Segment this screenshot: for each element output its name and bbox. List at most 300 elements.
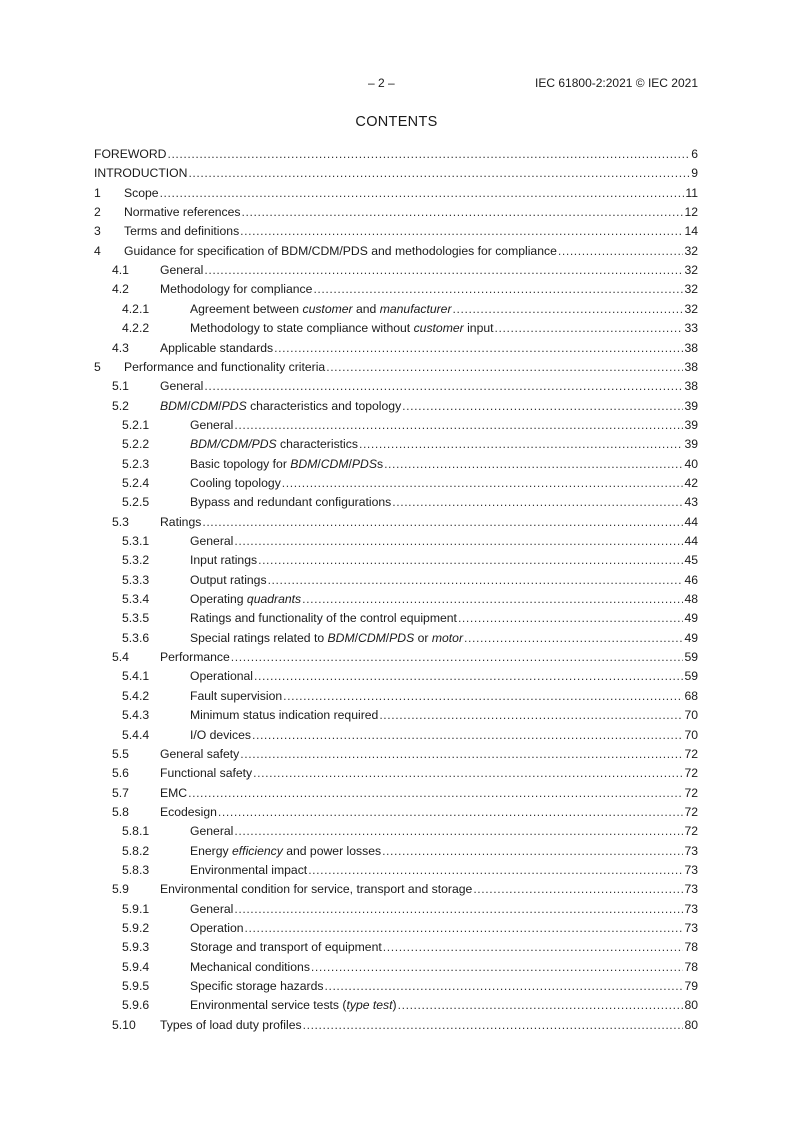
toc-entry-number: 4.2.1 [122,301,150,316]
page-header [0,76,793,92]
toc-entry[interactable] [94,398,698,415]
toc-entry-title [190,610,457,627]
toc-entry-title-part: s [376,456,384,471]
toc-entry[interactable] [94,610,698,627]
toc-entry[interactable] [94,727,698,744]
toc-entry[interactable] [94,707,698,724]
toc-entry-title-part: Performance and functionality criteria [124,359,326,374]
toc-entry-title-part: Fault supervision [190,688,283,703]
toc-entry-title [124,243,557,260]
toc-entry-number: 3 [94,224,101,239]
toc-entry[interactable] [94,320,698,337]
toc-leader-dots [160,185,685,202]
toc-leader-dots [302,591,683,608]
toc-entry[interactable] [94,804,698,821]
toc-entry-page: 33 [684,321,698,336]
toc-entry-title [190,494,391,511]
toc-entry-number: 5.3.5 [122,611,150,626]
toc-entry-page: 11 [685,185,698,200]
toc-entry-title-part: characteristics [276,437,358,452]
toc-leader-dots [188,785,683,802]
toc-entry-page: 70 [684,708,698,723]
toc-leader-dots [303,1017,684,1034]
toc-entry-title [94,165,187,182]
toc-entry-page: 78 [684,940,698,955]
toc-entry-title [190,901,233,918]
toc-entry-number: 5.9.4 [122,959,150,974]
toc-entry-title-part: efficiency [232,843,283,858]
toc-entry-page: 32 [684,301,698,316]
toc-entry-title-part: ) [392,998,397,1013]
toc-entry-page: 38 [684,359,698,374]
toc-entry-title [124,185,159,202]
toc-entry-title [160,804,217,821]
toc-entry[interactable] [94,475,698,492]
toc-entry-page: 73 [684,843,698,858]
toc-leader-dots [324,978,683,995]
toc-entry-number: 5.4.3 [122,708,150,723]
toc-entry-page: 45 [684,553,698,568]
toc-entry-title-part: customer [413,321,464,336]
toc-entry-title [160,1017,302,1034]
toc-entry-number: 5.2.5 [122,495,150,510]
toc-entry-title [190,707,378,724]
toc-entry-title [190,823,233,840]
toc-entry-title-part: input [463,321,494,336]
toc-leader-dots [384,456,683,473]
toc-entry-number: 5.8.1 [122,824,150,839]
toc-entry[interactable] [94,262,698,279]
header-page-number: – 2 – [368,76,395,90]
toc-entry-page: 72 [684,785,698,800]
toc-entry-title [190,843,381,860]
toc-entry-page: 43 [684,495,698,510]
toc-entry-number: 5.4.1 [122,669,150,684]
toc-leader-dots [254,668,683,685]
toc-entry-number: 2 [94,205,101,220]
toc-entry-title-part: Output ratings [190,572,267,587]
toc-entry-title [124,223,239,240]
toc-entry-page: 73 [684,862,698,877]
toc-entry[interactable] [94,572,698,589]
toc-entry-title [160,378,203,395]
toc-entry[interactable] [94,204,698,221]
toc-entry-page: 73 [684,882,698,897]
toc-entry-title [190,552,257,569]
toc-entry[interactable] [94,785,698,802]
toc-entry-page: 72 [684,824,698,839]
toc-leader-dots [379,707,683,724]
toc-entry-page: 49 [684,611,698,626]
toc-entry-title-part: and power losses [282,843,382,858]
toc-entry-title-part: / [385,630,390,645]
toc-entry[interactable] [94,533,698,550]
toc-leader-dots [308,862,683,879]
toc-entry-title-part: I/O devices [190,727,251,742]
toc-entry-title-part: motor [431,630,463,645]
toc-entry-number: 5.2 [112,398,129,413]
toc-entry-title-part: Agreement between [190,301,303,316]
toc-entry-title-part: Bypass and redundant configurations [190,495,392,510]
toc-entry-title [160,785,187,802]
toc-leader-dots [359,436,683,453]
toc-entry-title-part: General [190,901,234,916]
toc-entry-page: 72 [684,804,698,819]
toc-entry[interactable] [94,668,698,685]
toc-entry-page: 6 [691,147,698,161]
toc-leader-dots [458,610,684,627]
toc-entry-number: 5.3.3 [122,572,150,587]
toc-entry-title-part: or [414,630,432,645]
toc-entry[interactable] [94,514,698,531]
toc-leader-dots [402,398,683,415]
toc-leader-dots [258,552,683,569]
toc-entry-number: 5.3.2 [122,553,150,568]
toc-entry-title-part: / [317,456,321,471]
toc-entry-page: 39 [684,437,698,452]
toc-entry-page: 12 [684,205,698,220]
toc-entry-title-part: Methodology for compliance [160,282,313,297]
toc-entry[interactable] [94,997,698,1014]
toc-entry-page: 42 [684,475,698,490]
toc-entry-title-part: and [352,301,380,316]
toc-entry-title-part: Types of load duty profiles [160,1017,302,1032]
toc-entry-number: 4.2.2 [122,321,150,336]
toc-leader-dots [204,262,683,279]
toc-entry-number: 5.3.1 [122,534,150,548]
toc-leader-dots [392,494,683,511]
toc-entry[interactable] [94,494,698,511]
toc-entry[interactable] [94,920,698,937]
toc-entry-title [190,978,323,995]
toc-entry-title-part: / [354,630,359,645]
toc-leader-dots [242,204,684,221]
toc-entry-page: 48 [684,592,698,607]
toc-entry-page: 59 [684,669,698,684]
toc-leader-dots [231,649,684,666]
toc-entry-title-part: Applicable standards [160,340,274,355]
toc-entry-title-part: Environmental service tests ( [190,998,347,1013]
toc-entry-number: 5.9.3 [122,940,150,955]
toc-entry-title-part: PDS [221,398,247,413]
toc-entry-number: 5 [94,359,101,374]
toc-entry-title-part: EMC [160,785,188,800]
toc-entry[interactable] [94,630,698,647]
toc-entry-title-part: Energy [190,843,233,858]
toc-entry-number: 5.2.4 [122,475,150,490]
toc-entry-number: 5.9.2 [122,921,150,935]
toc-entry-title-part: BDM/CDM/PDS [190,437,277,452]
toc-entry-title [190,436,358,453]
toc-entry-title [190,533,233,550]
toc-leader-dots [464,630,683,647]
toc-entry-title [160,765,252,782]
toc-entry-title-part: General [190,824,234,839]
toc-entry-title-part: Normative references [124,205,241,220]
toc-entry[interactable] [94,1017,698,1034]
toc-entry-number: 4 [94,243,101,258]
toc-entry-title-part: Methodology to state compliance without [190,321,414,336]
toc-leader-dots [234,417,683,434]
toc-entry-title-part: Operational [190,669,254,684]
toc-entry-title-part: CDM [190,398,219,413]
toc-entry-title [94,146,166,163]
toc-entry[interactable] [94,223,698,240]
toc-leader-dots [234,533,683,550]
toc-entry[interactable] [94,436,698,453]
toc-leader-dots [326,359,683,376]
toc-entry-page: 44 [684,534,698,548]
toc-entry-title-part: Guidance for specification of BDM/CDM/PDS and methodologies for compliance [124,243,557,258]
toc-entry-number: 5.4 [112,650,129,665]
toc-leader-dots [268,572,684,589]
toc-entry-title-part: General [160,263,204,278]
toc-entry-title [190,997,397,1014]
toc-entry-page: 38 [684,340,698,355]
toc-leader-dots [398,997,684,1014]
header-document-id: IEC 61800-2:2021 © IEC 2021 [535,76,698,90]
toc-entry-page: 72 [684,766,698,781]
toc-entry-number: 5.8.3 [122,862,150,877]
toc-entry-title [160,262,203,279]
toc-leader-dots [188,165,690,182]
toc-entry-title-part: Specific storage hazards [190,979,324,994]
toc-entry[interactable] [94,649,698,666]
toc-entry-title-part: BDM [160,398,188,413]
toc-entry-number: 5.2.3 [122,456,150,471]
toc-entry[interactable] [94,552,698,569]
toc-entry-title-part: CDM [320,456,349,471]
toc-entry-page: 68 [684,688,698,703]
toc-leader-dots [240,746,683,763]
toc-entry-title-part: PDS [351,456,377,471]
toc-entry-page: 38 [684,379,698,394]
toc-entry[interactable] [94,456,698,473]
toc-leader-dots [382,843,683,860]
toc-leader-dots [167,146,690,163]
toc-entry-title [160,281,312,298]
toc-entry[interactable] [94,765,698,782]
toc-entry[interactable] [94,146,698,163]
toc-entry-title [190,862,307,879]
toc-leader-dots [282,475,684,492]
toc-leader-dots [234,901,683,918]
toc-entry-page: 70 [684,727,698,742]
toc-entry-number: 5.9.5 [122,979,150,994]
toc-entry-number: 5.9.1 [122,901,150,916]
toc-entry-page: 46 [684,572,698,587]
toc-entry-title-part: FOREWORD [94,147,167,161]
toc-leader-dots [453,301,684,318]
toc-entry-number: 5.1 [112,379,129,394]
toc-entry-page: 39 [684,398,698,413]
toc-entry-page: 73 [684,901,698,916]
toc-leader-dots [204,378,683,395]
toc-entry[interactable] [94,591,698,608]
toc-entry-number: 5.2.1 [122,417,150,432]
toc-entry-title-part: Mechanical conditions [190,959,310,974]
toc-entry-number: 5.3 [112,514,129,529]
toc-entry-number: 1 [94,185,101,200]
toc-entry[interactable] [94,281,698,298]
toc-entry-title-part: General safety [160,746,240,761]
toc-entry[interactable] [94,959,698,976]
toc-entry-page: 44 [684,514,698,529]
toc-entry-title [190,456,383,473]
toc-entry-page: 80 [684,998,698,1013]
toc-entry-page: 59 [684,650,698,665]
toc-entry-title-part: Ratings [160,514,202,529]
toc-entry-title-part: characteristics and topology [246,398,402,413]
toc-entry-number: 5.6 [112,766,129,781]
toc-entry-number: 5.3.6 [122,630,150,645]
toc-entry-title-part: INTRODUCTION [94,166,188,181]
toc-leader-dots [240,223,683,240]
toc-entry-page: 72 [684,746,698,761]
toc-entry-title-part: General [160,379,204,394]
toc-entry-title [190,727,251,744]
toc-entry[interactable] [94,746,698,763]
toc-entry-title-part: / [348,456,352,471]
toc-entry[interactable] [94,862,698,879]
toc-leader-dots [311,959,684,976]
toc-entry-title [160,746,239,763]
toc-entry-title [190,630,463,647]
toc-entry-title-part: Performance [160,650,230,665]
toc-entry-title-part: Minimum status indication required [190,708,379,723]
toc-entry-number: 5.9.6 [122,998,150,1013]
toc-entry[interactable] [94,359,698,376]
toc-entry-title [124,359,325,376]
toc-entry-title-part: General [190,417,234,432]
toc-entry[interactable] [94,417,698,434]
toc-entry-number: 4.1 [112,263,129,278]
toc-entry-title-part: General [190,534,234,548]
toc-entry-number: 5.5 [112,746,129,761]
toc-entry-title [190,591,301,608]
toc-entry[interactable] [94,185,698,202]
toc-entry-number: 5.8.2 [122,843,150,858]
toc-entry-page: 32 [684,263,698,278]
toc-entry-title-part: Terms and definitions [124,224,240,239]
toc-entry-title-part: Ratings and functionality of the control equipment [190,611,457,626]
toc-entry[interactable] [94,939,698,956]
toc-entry-title-part: Ecodesign [160,804,217,819]
toc-entry-title [190,417,233,434]
toc-entry-title-part: / [187,398,191,413]
toc-entry-page: 40 [684,456,698,471]
page-title: CONTENTS [355,114,438,130]
toc-entry-title [160,398,401,415]
toc-entry-title-part: CDM [358,630,386,645]
toc-entry-title-part: BDM [290,456,318,471]
toc-entry-page: 32 [684,282,698,297]
toc-leader-dots [234,823,683,840]
toc-entry-title [190,320,494,337]
toc-entry-title [190,668,253,685]
toc-entry-page: 80 [684,1017,698,1032]
toc-leader-dots [283,688,683,705]
toc-entry[interactable] [94,978,698,995]
toc-entry-page: 78 [684,959,698,974]
toc-entry-title [160,514,201,531]
toc-entry-title-part: Cooling topology [190,475,281,490]
toc-entry[interactable] [94,243,698,260]
toc-leader-dots [383,939,684,956]
toc-entry-title-part: BDM [327,630,355,645]
toc-entry-title-part: Operation [190,921,244,935]
toc-entry-page: 73 [684,921,698,935]
toc-entry[interactable] [94,901,698,918]
toc-entry-title-part: manufacturer [379,301,452,316]
toc-leader-dots [495,320,684,337]
toc-entry[interactable] [94,165,698,182]
toc-entry-title [160,649,230,666]
toc-entry-title-part: customer [302,301,353,316]
toc-entry-title [160,340,273,357]
toc-entry-title [190,959,310,976]
toc-entry-number: 5.3.4 [122,592,150,607]
toc-entry-number: 5.4.2 [122,688,150,703]
toc-entry-page: 9 [691,166,698,181]
toc-entry-title-part: Input ratings [190,553,258,568]
toc-entry[interactable] [94,843,698,860]
toc-entry-page: 39 [684,417,698,432]
toc-entry-title-part: Environmental condition for service, transport and storage [160,882,473,897]
toc-entry-page: 49 [684,630,698,645]
toc-entry-number: 5.10 [112,1017,136,1032]
toc-entry-number: 4.2 [112,282,129,297]
toc-entry-number: 5.9 [112,882,129,897]
toc-entry-page: 32 [684,243,698,258]
toc-entry[interactable] [94,688,698,705]
toc-entry-title-part: / [218,398,222,413]
toc-leader-dots [252,727,683,744]
toc-entry-title-part: Functional safety [160,766,253,781]
toc-entry-title-part: quadrants [246,592,302,607]
toc-entry-number: 5.2.2 [122,437,150,452]
toc-leader-dots [274,340,683,357]
toc-entry-title-part: Special ratings related to [190,630,328,645]
toc-entry-page: 79 [684,979,698,994]
toc-entry[interactable] [94,301,698,318]
toc-entry-title-part: Environmental impact [190,862,308,877]
toc-leader-dots [558,243,684,260]
toc-entry-number: 5.7 [112,785,129,800]
toc-leader-dots [253,765,683,782]
toc-entry-title-part: Scope [124,185,159,200]
toc-entry[interactable] [94,340,698,357]
toc-entry-title-part: Basic topology for [190,456,291,471]
toc-entry[interactable] [94,823,698,840]
toc-entry-title [124,204,241,221]
toc-entry-number: 4.3 [112,340,129,355]
toc-entry-title [190,572,267,589]
toc-entry-title [190,939,382,956]
toc-leader-dots [245,920,684,937]
toc-entry-title [190,688,282,705]
toc-leader-dots [202,514,683,531]
toc-entry-title [190,475,281,492]
toc-entry-title [190,920,244,937]
toc-entry[interactable] [94,881,698,898]
toc-entry[interactable] [94,378,698,395]
toc-entry-title-part: PDS [389,630,415,645]
toc-entry-number: 5.4.4 [122,727,150,742]
toc-entry-title-part: Storage and transport of equipment [190,940,382,955]
toc-leader-dots [473,881,683,898]
toc-leader-dots [218,804,684,821]
